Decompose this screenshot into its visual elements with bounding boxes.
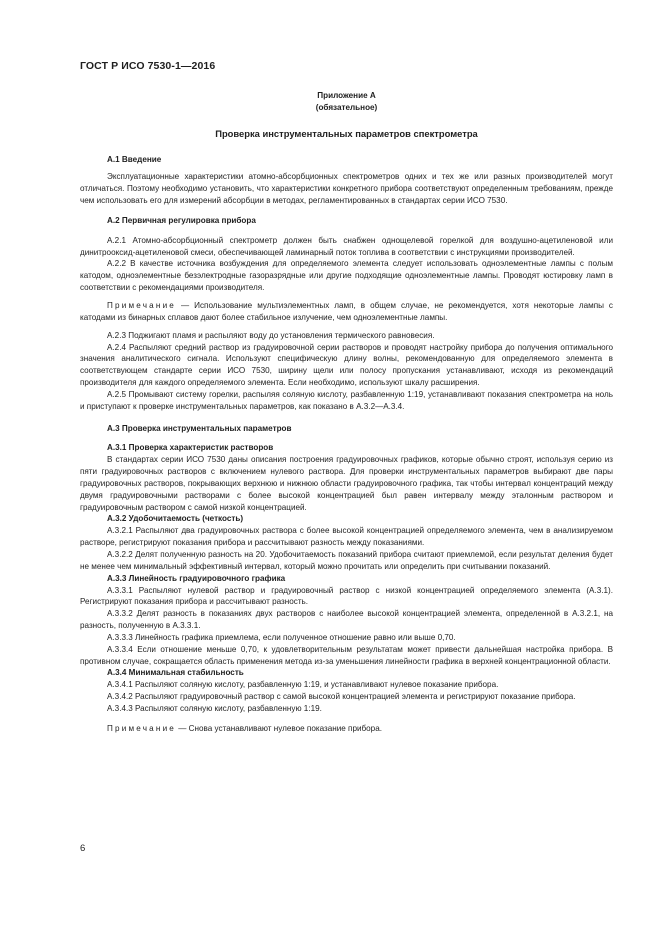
paragraph-a3-4-3: А.3.4.3 Распыляют соляную кислоту, разбавленную 1:19.: [107, 703, 322, 713]
paragraph-a2-4: А.2.4 Распыляют средний раствор из градуировочной серии растворов и проводят настройку прибора до получения оптимального значения аналитического сигнала. Используют специфическую длину волны, рекомендованную для определяемого элемента в соответствующем стандарте серии ИСО 7530, ширину щели или полосу пропускания устанавливают, исходя из рекомендаций производителя для каждого определяемого элемента. Если необходимо, используют шкалу расширения.: [80, 342, 613, 388]
paragraph-a3-1: В стандартах серии ИСО 7530 даны описания построения градуировочных графиков, которые обычно строят, используя серию из пяти градуировочных растворов с включением нулевого раствора. Для проверки инструментальных параметров выбирают две пары градуировочных растворов, покрывающих верхнюю и нижнюю области градуировочного графика, так чтобы интервал концентраций между двумя градуировочными растворами с более высокой концентрацией был равен интервалу между эталонным раствором и градуировочным раствором с самой низкой концентрацией.: [80, 455, 613, 512]
subsection-a3-4-heading: А.3.4 Минимальная стабильность: [107, 668, 244, 678]
paragraph-a2-1: А.2.1 Атомно-абсорбционный спектрометр должен быть снабжен однощелевой горелкой для воздушно-ацетиленовой или динитрооксид-ацетиленовой смеси, обеспечивающей ламинарный поток топлива в соответствии с инструкциями производителей.: [80, 235, 613, 257]
paragraph-a2-2: А.2.2 В качестве источника возбуждения для определяемого элемента следует использовать одноэлементные лампы с полым катодом, одноэлементные безэлектродные газоразрядные или другие подходящие одноэлементные лампы. Проводят юстировку ламп в соответствии с рекомендациями производителя.: [80, 259, 613, 293]
page-number: 6: [80, 843, 86, 854]
paragraph-a3-4-1: А.3.4.1 Распыляют соляную кислоту, разбавленную 1:19, и устанавливают нулевое показание прибора.: [107, 680, 499, 690]
note-text: — Снова устанавливают нулевое показание прибора.: [176, 723, 382, 733]
appendix-status: (обязательное): [315, 102, 378, 112]
section-a2-heading: А.2 Первичная регулировка прибора: [107, 215, 256, 225]
subsection-a3-2-heading: А.3.2 Удобочитаемость (четкость): [107, 514, 244, 524]
section-a3-heading: А.3 Проверка инструментальных параметров: [107, 423, 292, 433]
document-body: [80, 90, 613, 735]
paragraph-a3-4-2: А.3.4.2 Распыляют градуировочный раствор с самой высокой концентрацией элемента и регистрируют показание прибора.: [107, 692, 576, 702]
paragraph-a3-3-3: А.3.3.3 Линейность графика приемлема, если полученное отношение равно или выше 0,70.: [107, 632, 456, 642]
subsection-a3-1-heading: А.3.1 Проверка характеристик растворов: [107, 443, 274, 453]
paragraph-a3-3-4: А.3.3.4 Если отношение меньше 0,70, к удовлетворительным результатам может привести дальнейшая настройка прибора. В противном случае, сокращается область применения метода из-за уменьшения линейности графика в верхней концентрационной области.: [80, 644, 613, 666]
paragraph-a3-2-1: А.3.2.1 Распыляют два градуировочных раствора с более высокой концентрацией определяемого элемента, чем в анализируемом растворе, регистрируют показания прибора и рассчитывают разность между показаниями.: [80, 526, 613, 548]
paragraph-a3-2-2: А.3.2.2 Делят полученную разность на 20. Удобочитаемость показаний прибора считают приемлемой, если результат деления будет не менее чем минимальный эффективный интервал, который можно прочитать или определить при считывании показаний.: [80, 550, 613, 571]
note-label: Примечание: [107, 300, 177, 310]
note-label: Примечание: [107, 723, 177, 733]
appendix-label: Приложение А: [317, 91, 376, 100]
paragraph-a2-3: А.2.3 Поджигают пламя и распыляют воду до установления термического равновесия.: [107, 330, 435, 340]
document-header: ГОСТ Р ИСО 7530-1—2016: [80, 60, 216, 72]
note-a2: [80, 300, 613, 324]
paragraph-a2-5: А.2.5 Промывают систему горелки, распыляя соляную кислоту, разбавленную 1:19, устанавливают показания спектрометра на ноль и приступают к проверке инструментальных параметров, как показано в А.3.2—А.3.4.: [80, 389, 613, 411]
note-a3: [80, 723, 613, 735]
section-a1-paragraph: Эксплуатационные характеристики атомно-абсорбционных спектрометров одних и тех же или разных производителей могут отличаться. Поэтому необходимо установить, что характеристики конкретного прибора соответствуют определенным требованиям, прежде чем использовать его для измерений абсорбции в методах, регламентированных в стандартах серии ИСО 7530.: [80, 172, 613, 206]
note-text: — Использование мультиэлементных ламп, в общем случае, не рекомендуется, хотя некоторые лампы с катодами из бинарных сплавов дают более стабильное излучение, чем одноэлементные лампы.: [80, 300, 613, 322]
subsection-a3-3-heading: А.3.3 Линейность градуировочного графика: [107, 573, 286, 583]
appendix-title: Проверка инструментальных параметров спектрометра: [215, 127, 478, 139]
paragraph-a3-3-1: А.3.3.1 Распыляют нулевой раствор и градуировочный раствор с низкой концентрацией определяемого элемента (А.3.1). Регистрируют показания прибора и рассчитывают разность.: [80, 585, 613, 607]
paragraph-a3-3-2: А.3.3.2 Делят разность в показаниях двух растворов с наиболее высокой концентрацией элемента, определенной в А.3.2.1, на разность, полученную в А.3.3.1.: [80, 609, 613, 631]
section-a1-heading: А.1 Введение: [107, 154, 162, 164]
